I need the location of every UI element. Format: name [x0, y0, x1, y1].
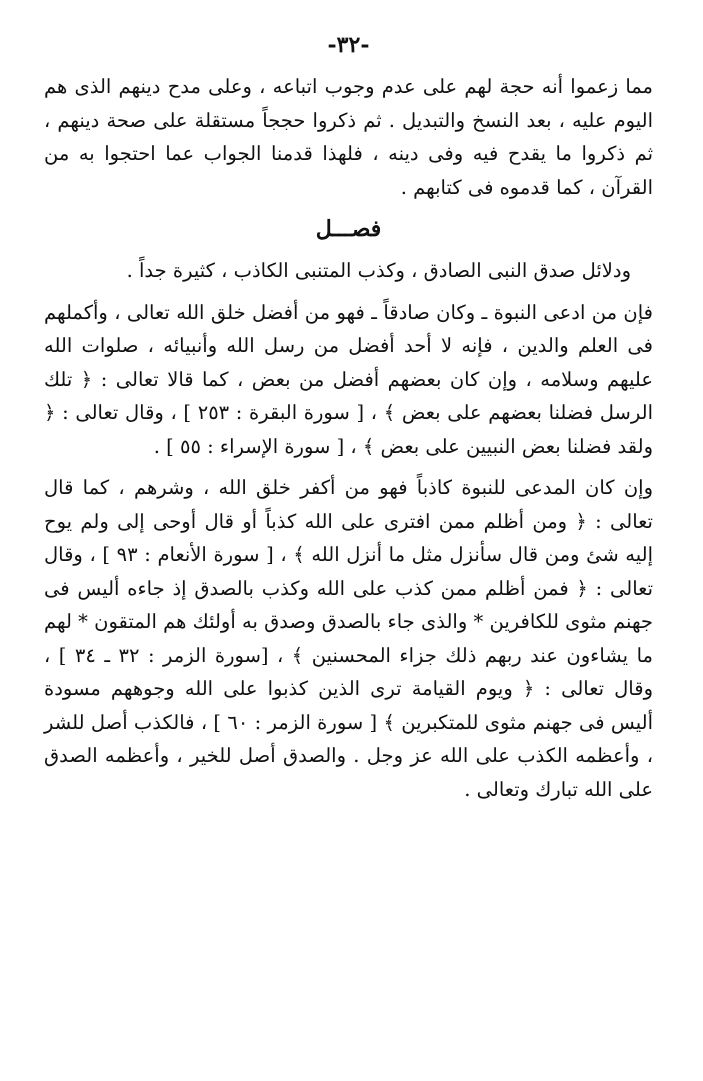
- section-heading: فصـــل: [315, 216, 382, 242]
- paragraph-false-prophet: وإن كان المدعى للنبوة كاذباً فهو من أكفر خلق الله ، وشرهم ، كما قال تعالى : ﴿ ومن أظلم ممن افترى على الله كذباً أو قال أوحى إلى ولم يوح إليه شئ ومن قال سأنزل مثل ما أنزل الله ﴾ ، [ سورة الأنعام : ٩٣ ] ، وقال تعالى : ﴿ فمن أظلم ممن كذب على الله وكذب بالصدق إذ جاءه أليس فى جهنم مثوى للكافرين * والذى جاء بالصدق وصدق به أولئك هم المتقون * لهم ما يشاءون عند ربهم ذلك جزاء المحسنين ﴾ ، [سورة الزمر : ٣٢ ـ ٣٤ ] ، وقال تعالى : ﴿ ويوم القيامة ترى الذين كذبوا على الله وجوههم مسودة أليس فى جهنم مثوى للمتكبرين ﴾ [ سورة الزمر : ٦٠ ] ، فالكذب أصل للشر ، وأعظمه الكذب على الله عز وجل . والصدق أصل للخير ، وأعظمه الصدق على الله تبارك وتعالى .: [44, 476, 653, 801]
- paragraph-evidence: ودلائل صدق النبى الصادق ، وكذب المتنبى الكاذب ، كثيرة جداً .: [126, 259, 631, 282]
- document-page: [44, 30, 653, 1061]
- paragraph-true-prophet: فإن من ادعى النبوة ـ وكان صادقاً ـ فهو من أفضل خلق الله تعالى ، وأكملهم فى العلم والدين ، فإنه لا أحد أفضل من رسل الله وأنبيائه ، صلوات الله عليهم وسلامه ، وإن كان بعضهم أفضل من بعض ، كما قالا تعالى : ﴿ تلك الرسل فضلنا بعضهم على بعض ﴾ ، [ سورة البقرة : ٢٥٣ ] ، وقال تعالى : ﴿ ولقد فضلنا بعض النبيين على بعض ﴾ ، [ سورة الإسراء : ٥٥ ] .: [44, 300, 654, 458]
- page-number: -٣٢-: [327, 32, 370, 58]
- paragraph-intro: مما زعموا أنه حجة لهم على عدم وجوب اتباعه ، وعلى مدح دينهم الذى هم اليوم عليه ، بعد النسخ والتبديل . ثم ذكروا حججاً مستقلة على صحة دينهم ، ثم ذكروا ما يقدح فيه وفى دينه ، فلهذا قدمنا الجواب عما احتجوا به من القرآن ، كما قدموه فى كتابهم .: [44, 75, 653, 199]
